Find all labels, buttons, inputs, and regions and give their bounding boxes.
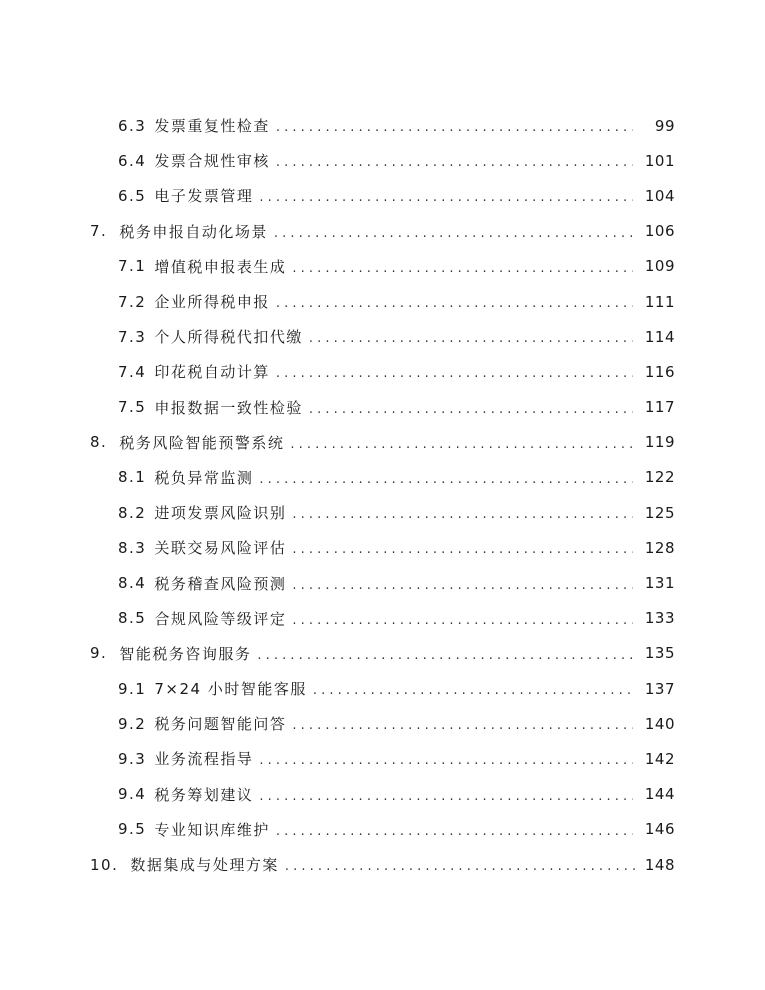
toc-entry-title: 个人所得税代扣代缴 [154,328,303,347]
toc-entry-number: 10. [90,855,119,874]
toc-entry-title: 申报数据一致性检验 [154,398,303,417]
toc-section-entry[interactable] [0,143,765,178]
toc-entry-title: 发票合规性审核 [154,152,270,171]
toc-section-entry[interactable] [0,354,765,389]
dot-leader [259,753,633,768]
toc-section-entry[interactable] [0,284,765,319]
toc-entry-title: 电子发票管理 [154,187,254,206]
toc-entry-page-number: 109 [644,257,675,276]
toc-entry-page-number: 133 [644,609,675,628]
dot-leader [292,261,633,276]
dot-leader [290,437,637,452]
toc-entry-title: 印花税自动计算 [154,363,270,382]
toc-entry-number: 7.3 [118,327,147,346]
toc-entry-page-number: 125 [644,503,675,522]
toc-entry-number: 6.5 [118,186,147,205]
dot-leader [276,296,633,311]
toc-entry-title: 税负异常监测 [154,468,254,487]
dot-leader [259,472,633,487]
toc-entry-number: 7. [90,222,108,241]
toc-section-entry[interactable] [0,565,765,600]
dot-leader [292,542,633,557]
toc-entry-title: 发票重复性检查 [154,117,270,136]
toc-section-entry[interactable] [0,601,765,636]
toc-chapter-entry[interactable] [0,214,765,249]
dot-leader [292,578,633,593]
dot-leader [309,331,633,346]
toc-entry-page-number: 122 [644,468,675,487]
dot-leader [276,120,633,135]
toc-entry-number: 9.4 [118,785,147,804]
toc-section-entry[interactable] [0,530,765,565]
toc-entry-number: 8.3 [118,538,147,557]
dot-leader [259,190,633,205]
dot-leader [259,789,633,804]
toc-section-entry[interactable] [0,108,765,143]
dot-leader [292,718,633,733]
dot-leader [276,366,633,381]
toc-entry-page-number: 140 [644,714,675,733]
dot-leader [309,402,633,417]
toc-entry-number: 6.4 [118,151,147,170]
toc-section-entry[interactable] [0,390,765,425]
toc-entry-page-number: 111 [644,292,675,311]
toc-entry-title: 合规风险等级评定 [154,609,287,628]
toc-entry-page-number: 99 [654,116,675,135]
toc-entry-title: 税务筹划建议 [154,785,254,804]
toc-entry-title: 税务申报自动化场景 [119,222,268,241]
toc-entry-page-number: 106 [644,222,675,241]
toc-section-entry[interactable] [0,178,765,213]
toc-entry-title: 数据集成与处理方案 [130,856,279,875]
toc-entry-number: 7.1 [118,257,147,276]
toc-entry-page-number: 119 [644,433,675,452]
toc-section-entry[interactable] [0,671,765,706]
toc-entry-page-number: 104 [644,186,675,205]
toc-entry-page-number: 128 [644,538,675,557]
toc-chapter-entry[interactable] [0,847,765,882]
toc-entry-page-number: 137 [644,679,675,698]
toc-section-entry[interactable] [0,706,765,741]
toc-entry-page-number: 131 [644,574,675,593]
toc-section-entry[interactable] [0,249,765,284]
dot-leader [285,859,637,874]
toc-entry-page-number: 101 [644,151,675,170]
toc-entry-page-number: 144 [644,785,675,804]
dot-leader [276,155,633,170]
toc-entry-title: 增值税申报表生成 [154,257,287,276]
toc-entry-number: 8.1 [118,468,147,487]
toc-entry-page-number: 117 [644,398,675,417]
toc-entry-number: 6.3 [118,116,147,135]
toc-entry-number: 8.2 [118,503,147,522]
toc-entry-page-number: 146 [644,820,675,839]
dot-leader [292,507,633,522]
toc-section-entry[interactable] [0,495,765,530]
dot-leader [257,648,637,663]
toc-chapter-entry[interactable] [0,636,765,671]
toc-entry-number: 9.1 [118,679,147,698]
toc-entry-page-number: 135 [644,644,675,663]
toc-entry-title: 业务流程指导 [154,750,254,769]
toc-entry-page-number: 114 [644,327,675,346]
toc-entry-title: 税务问题智能问答 [154,715,287,734]
toc-entry-number: 9. [90,644,108,663]
toc-entry-title: 智能税务咨询服务 [119,644,252,663]
toc-section-entry[interactable] [0,777,765,812]
toc-entry-page-number: 148 [644,855,675,874]
dot-leader [276,824,633,839]
toc-entry-title: 企业所得税申报 [154,293,270,312]
dot-leader [313,683,633,698]
toc-entry-page-number: 142 [644,749,675,768]
dot-leader [274,226,637,241]
toc-entry-number: 8.4 [118,574,147,593]
toc-entry-title: 7×24 小时智能客服 [154,680,307,699]
toc-entry-number: 8. [90,433,108,452]
toc-entry-title: 关联交易风险评估 [154,539,287,558]
toc-section-entry[interactable] [0,319,765,354]
toc-section-entry[interactable] [0,812,765,847]
toc-entry-number: 7.5 [118,398,147,417]
toc-chapter-entry[interactable] [0,425,765,460]
toc-entry-title: 税务风险智能预警系统 [119,433,285,452]
toc-entry-title: 税务稽查风险预测 [154,574,287,593]
toc-section-entry[interactable] [0,741,765,776]
toc-entry-number: 8.5 [118,609,147,628]
toc-entry-title: 进项发票风险识别 [154,504,287,523]
dot-leader [292,613,633,628]
toc-entry-page-number: 116 [644,362,675,381]
toc-entry-number: 7.4 [118,362,147,381]
toc-entry-number: 9.2 [118,714,147,733]
toc-entry-title: 专业知识库维护 [154,820,270,839]
table-of-contents [0,108,765,882]
toc-entry-number: 7.2 [118,292,147,311]
toc-section-entry[interactable] [0,460,765,495]
toc-entry-number: 9.5 [118,820,147,839]
toc-entry-number: 9.3 [118,749,147,768]
